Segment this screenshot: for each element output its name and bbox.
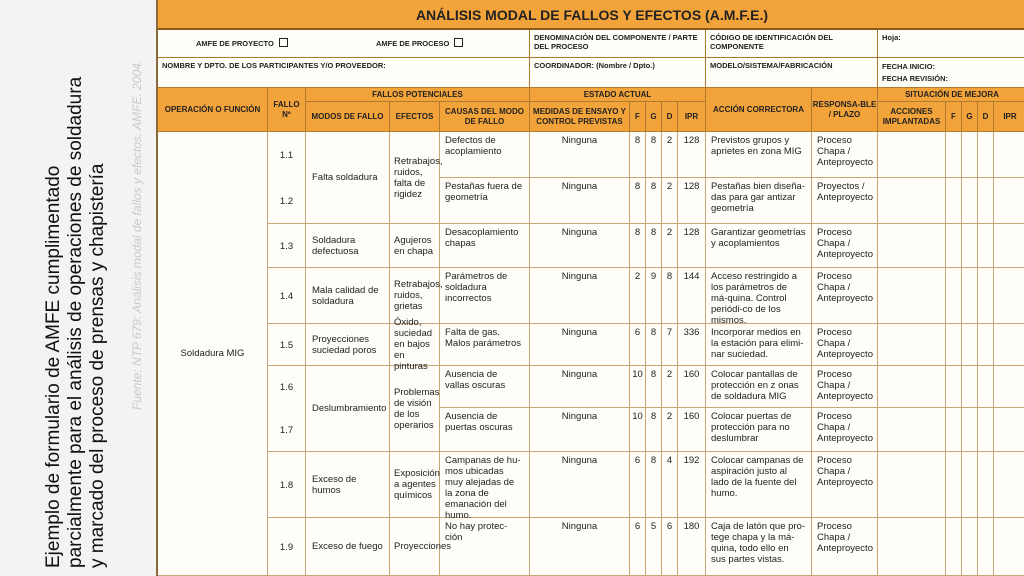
- acciones-implantadas-cell: [878, 132, 946, 178]
- d2-value-cell: [978, 324, 994, 366]
- modo-fallo-cell: Exceso de fuego: [268, 518, 390, 576]
- g-value-cell: 8: [646, 324, 662, 366]
- acciones-implantadas-cell: [878, 178, 946, 224]
- efecto-cell: Problemas de visión de los operarios: [390, 366, 440, 452]
- d2-value-cell: [978, 132, 994, 178]
- form-title: ANÁLISIS MODAL DE FALLOS Y EFECTOS (A.M.F.E.): [158, 0, 1024, 30]
- causa-cell: Ausencia de vallas oscuras: [440, 366, 530, 408]
- responsable-cell: Proceso Chapa / Anteproyecto: [812, 366, 878, 408]
- hoja-field[interactable]: Hoja:: [878, 30, 1024, 58]
- d-value-cell: 2: [662, 178, 678, 224]
- g-value-cell: 8: [646, 224, 662, 268]
- fallo-num-cell: 1.8: [268, 452, 306, 518]
- coordinador-field[interactable]: COORDINADOR: (Nombre / Dpto.): [530, 58, 706, 88]
- col-modos: MODOS DE FALLO: [306, 102, 390, 132]
- f-value-cell: 10: [630, 366, 646, 408]
- col-responsable: RESPONSA-BLE / PLAZO: [812, 88, 878, 132]
- ipr2-value-cell: [994, 452, 1024, 518]
- causa-cell: Ausencia de puertas oscuras: [440, 408, 530, 452]
- g-value-cell: 8: [646, 408, 662, 452]
- g2-value-cell: [962, 268, 978, 324]
- amfe-form: [156, 0, 1024, 576]
- f2-value-cell: [946, 366, 962, 408]
- d2-value-cell: [978, 408, 994, 452]
- g-value-cell: 8: [646, 132, 662, 178]
- medida-cell: Ninguna: [530, 366, 630, 408]
- f2-value-cell: [946, 268, 962, 324]
- group-fallos: FALLOS POTENCIALES: [306, 88, 530, 102]
- participantes-field[interactable]: NOMBRE Y DPTO. DE LOS PARTICIPANTES Y/O PROVEEDOR:: [158, 58, 530, 88]
- fecha-inicio-label: FECHA INICIO:: [882, 62, 936, 71]
- causa-cell: No hay protec-ción: [440, 518, 530, 576]
- side-caption: [0, 0, 155, 576]
- group-estado: ESTADO ACTUAL: [530, 88, 706, 102]
- g2-value-cell: [962, 408, 978, 452]
- efecto-cell: Exposición a agentes químicos: [390, 452, 440, 518]
- medida-cell: Ninguna: [530, 268, 630, 324]
- amfe-proyecto-label: AMFE DE PROYECTO: [196, 39, 274, 48]
- ipr2-value-cell: [994, 268, 1024, 324]
- ipr2-value-cell: [994, 518, 1024, 576]
- col-d2: D: [978, 102, 994, 132]
- modo-fallo-cell: Exceso de humos: [268, 452, 390, 518]
- g-value-cell: 8: [646, 178, 662, 224]
- amfe-proceso-label: AMFE DE PROCESO: [376, 39, 450, 48]
- ipr-value-cell: 192: [678, 452, 706, 518]
- f2-value-cell: [946, 324, 962, 366]
- g2-value-cell: [962, 518, 978, 576]
- d-value-cell: 2: [662, 224, 678, 268]
- fallo-num-cell: 1.9: [268, 518, 306, 576]
- d-value-cell: 4: [662, 452, 678, 518]
- d2-value-cell: [978, 178, 994, 224]
- modo-fallo-cell: Mala calidad de soldadura: [268, 268, 390, 324]
- acciones-implantadas-cell: [878, 408, 946, 452]
- ipr-value-cell: 128: [678, 178, 706, 224]
- d-value-cell: 8: [662, 268, 678, 324]
- ipr2-value-cell: [994, 408, 1024, 452]
- col-causas: CAUSAS DEL MODO DE FALLO: [440, 102, 530, 132]
- d2-value-cell: [978, 518, 994, 576]
- d2-value-cell: [978, 452, 994, 518]
- f-value-cell: 6: [630, 452, 646, 518]
- responsable-cell: Proceso Chapa / Anteproyecto: [812, 324, 878, 366]
- ipr-value-cell: 128: [678, 132, 706, 178]
- col-g: G: [646, 102, 662, 132]
- responsable-cell: Proceso Chapa / Anteproyecto: [812, 518, 878, 576]
- ipr-value-cell: 336: [678, 324, 706, 366]
- caption-line-2: parcialmente para el análisis de operaciones de soldadura: [65, 76, 86, 568]
- caption-source: Fuente: NTP 679: Análisis modal de fallos y efectos. AMFE. 2004.: [130, 59, 144, 410]
- efecto-cell: Retrabajos, ruidos, grietas: [390, 268, 440, 324]
- caption-text: [43, 8, 109, 568]
- ipr2-value-cell: [994, 224, 1024, 268]
- causa-cell: Desacoplamiento chapas: [440, 224, 530, 268]
- accion-cell: Colocar campanas de aspiración justo al lado de la fuente del humo.: [706, 452, 812, 518]
- modo-fallo-cell: Falta soldadura: [268, 132, 390, 224]
- col-ipr: IPR: [678, 102, 706, 132]
- d-value-cell: 2: [662, 366, 678, 408]
- acciones-implantadas-cell: [878, 366, 946, 408]
- g-value-cell: 8: [646, 452, 662, 518]
- responsable-cell: Proceso Chapa / Anteproyecto: [812, 408, 878, 452]
- responsable-cell: Proceso Chapa / Anteproyecto: [812, 268, 878, 324]
- f-value-cell: 8: [630, 132, 646, 178]
- acciones-implantadas-cell: [878, 324, 946, 366]
- f2-value-cell: [946, 452, 962, 518]
- f-value-cell: 8: [630, 178, 646, 224]
- d2-value-cell: [978, 366, 994, 408]
- col-fallo: FALLO Nº: [268, 88, 306, 132]
- causa-cell: Campanas de hu-mos ubicadas muy alejadas de la zona de emanación del humo.: [440, 452, 530, 518]
- acciones-implantadas-cell: [878, 268, 946, 324]
- g2-value-cell: [962, 452, 978, 518]
- accion-cell: Incorporar medios en la estación para elimi-nar suciedad.: [706, 324, 812, 366]
- d2-value-cell: [978, 268, 994, 324]
- causa-cell: Parámetros de soldadura incorrectos: [440, 268, 530, 324]
- d-value-cell: 2: [662, 408, 678, 452]
- f2-value-cell: [946, 518, 962, 576]
- medida-cell: Ninguna: [530, 132, 630, 178]
- fallo-num-cell: 1.5: [268, 324, 306, 366]
- f-value-cell: 10: [630, 408, 646, 452]
- col-efectos: EFECTOS: [390, 102, 440, 132]
- medida-cell: Ninguna: [530, 408, 630, 452]
- accion-cell: Previstos grupos y aprietes en zona MIG: [706, 132, 812, 178]
- g2-value-cell: [962, 178, 978, 224]
- g2-value-cell: [962, 132, 978, 178]
- ipr-value-cell: 180: [678, 518, 706, 576]
- d2-value-cell: [978, 224, 994, 268]
- fallo-num-cell: 1.7: [268, 408, 306, 452]
- fecha-revision-label: FECHA REVISIÓN:: [882, 74, 948, 83]
- col-f2: F: [946, 102, 962, 132]
- group-situacion: SITUACIÓN DE MEJORA: [878, 88, 1024, 102]
- ipr-value-cell: 144: [678, 268, 706, 324]
- f2-value-cell: [946, 408, 962, 452]
- g2-value-cell: [962, 324, 978, 366]
- responsable-cell: Proceso Chapa / Anteproyecto: [812, 224, 878, 268]
- d-value-cell: 6: [662, 518, 678, 576]
- col-operacion: OPERACIÓN O FUNCIÓN: [158, 88, 268, 132]
- modo-fallo-cell: Deslumbramiento: [268, 366, 390, 452]
- medida-cell: Ninguna: [530, 324, 630, 366]
- f-value-cell: 6: [630, 324, 646, 366]
- col-g2: G: [962, 102, 978, 132]
- ipr-value-cell: 128: [678, 224, 706, 268]
- fallo-num-cell: 1.3: [268, 224, 306, 268]
- modo-fallo-cell: Soldadura defectuosa: [268, 224, 390, 268]
- fallo-num-cell: 1.4: [268, 268, 306, 324]
- modelo-field[interactable]: MODELO/SISTEMA/FABRICACIÓN: [706, 58, 878, 88]
- g-value-cell: 9: [646, 268, 662, 324]
- fechas-field[interactable]: [878, 58, 1024, 88]
- accion-cell: Colocar pantallas de protección en z onas de soldadura MIG: [706, 366, 812, 408]
- col-accion: ACCIÓN CORRECTORA: [706, 88, 812, 132]
- f2-value-cell: [946, 224, 962, 268]
- caption-line-3: y marcado del proceso de prensas y chapistería: [87, 163, 108, 568]
- acciones-implantadas-cell: [878, 224, 946, 268]
- efecto-cell: Óxido, suciedad en bajos en pinturas: [390, 324, 440, 366]
- efecto-cell: Agujeros en chapa: [390, 224, 440, 268]
- codigo-field[interactable]: CÓDIGO DE IDENTIFICACIÓN DEL COMPONENTE: [706, 30, 878, 58]
- acciones-implantadas-cell: [878, 452, 946, 518]
- col-acciones: ACCIONES IMPLANTADAS: [878, 102, 946, 132]
- col-ipr2: IPR: [994, 102, 1024, 132]
- responsable-cell: Proceso Chapa / Anteproyecto: [812, 452, 878, 518]
- f-value-cell: 8: [630, 224, 646, 268]
- operation-cell: Soldadura MIG: [158, 132, 268, 576]
- d-value-cell: 7: [662, 324, 678, 366]
- fallo-num-cell: 1.2: [268, 178, 306, 224]
- f-value-cell: 2: [630, 268, 646, 324]
- medida-cell: Ninguna: [530, 224, 630, 268]
- medida-cell: Ninguna: [530, 518, 630, 576]
- efecto-cell: Retrabajos, ruidos, falta de rigidez: [390, 132, 440, 224]
- fallo-num-cell: 1.1: [268, 132, 306, 178]
- efecto-cell: Proyecciones: [390, 518, 440, 576]
- ipr2-value-cell: [994, 178, 1024, 224]
- ipr2-value-cell: [994, 132, 1024, 178]
- ipr2-value-cell: [994, 366, 1024, 408]
- responsable-cell: Proceso Chapa / Anteproyecto: [812, 132, 878, 178]
- col-d: D: [662, 102, 678, 132]
- denominacion-field[interactable]: DENOMINACIÓN DEL COMPONENTE / PARTE DEL PROCESO: [530, 30, 706, 58]
- accion-cell: Caja de latón que pro-tege chapa y la má-quina, todo ello en sus partes vistas.: [706, 518, 812, 576]
- g2-value-cell: [962, 366, 978, 408]
- accion-cell: Pestañas bien diseña-das para gar antizar geometría: [706, 178, 812, 224]
- causa-cell: Falta de gas. Malos parámetros: [440, 324, 530, 366]
- g-value-cell: 8: [646, 366, 662, 408]
- d-value-cell: 2: [662, 132, 678, 178]
- medida-cell: Ninguna: [530, 452, 630, 518]
- acciones-implantadas-cell: [878, 518, 946, 576]
- ipr2-value-cell: [994, 324, 1024, 366]
- responsable-cell: Proyectos / Anteproyecto: [812, 178, 878, 224]
- medida-cell: Ninguna: [530, 178, 630, 224]
- f2-value-cell: [946, 178, 962, 224]
- caption-line-1: Ejemplo de formulario de AMFE cumplimentado: [43, 165, 64, 568]
- amfe-proyecto-checkbox[interactable]: [279, 38, 288, 47]
- amfe-proceso-checkbox[interactable]: [454, 38, 463, 47]
- col-medidas: MEDIDAS DE ENSAYO Y CONTROL PREVISTAS: [530, 102, 630, 132]
- accion-cell: Colocar puertas de protección para no deslumbrar: [706, 408, 812, 452]
- causa-cell: Pestañas fuera de geometría: [440, 178, 530, 224]
- fallo-num-cell: 1.6: [268, 366, 306, 408]
- accion-cell: Garantizar geometrías y acoplamientos: [706, 224, 812, 268]
- g2-value-cell: [962, 224, 978, 268]
- g-value-cell: 5: [646, 518, 662, 576]
- amfe-type-cell: [158, 30, 530, 58]
- f2-value-cell: [946, 132, 962, 178]
- accion-cell: Acceso restringido a los parámetros de má-quina. Control periódi-co de los mismos.: [706, 268, 812, 324]
- ipr-value-cell: 160: [678, 408, 706, 452]
- modo-fallo-cell: Proyecciones suciedad poros: [268, 324, 390, 366]
- f-value-cell: 6: [630, 518, 646, 576]
- causa-cell: Defectos de acoplamiento: [440, 132, 530, 178]
- col-f: F: [630, 102, 646, 132]
- ipr-value-cell: 160: [678, 366, 706, 408]
